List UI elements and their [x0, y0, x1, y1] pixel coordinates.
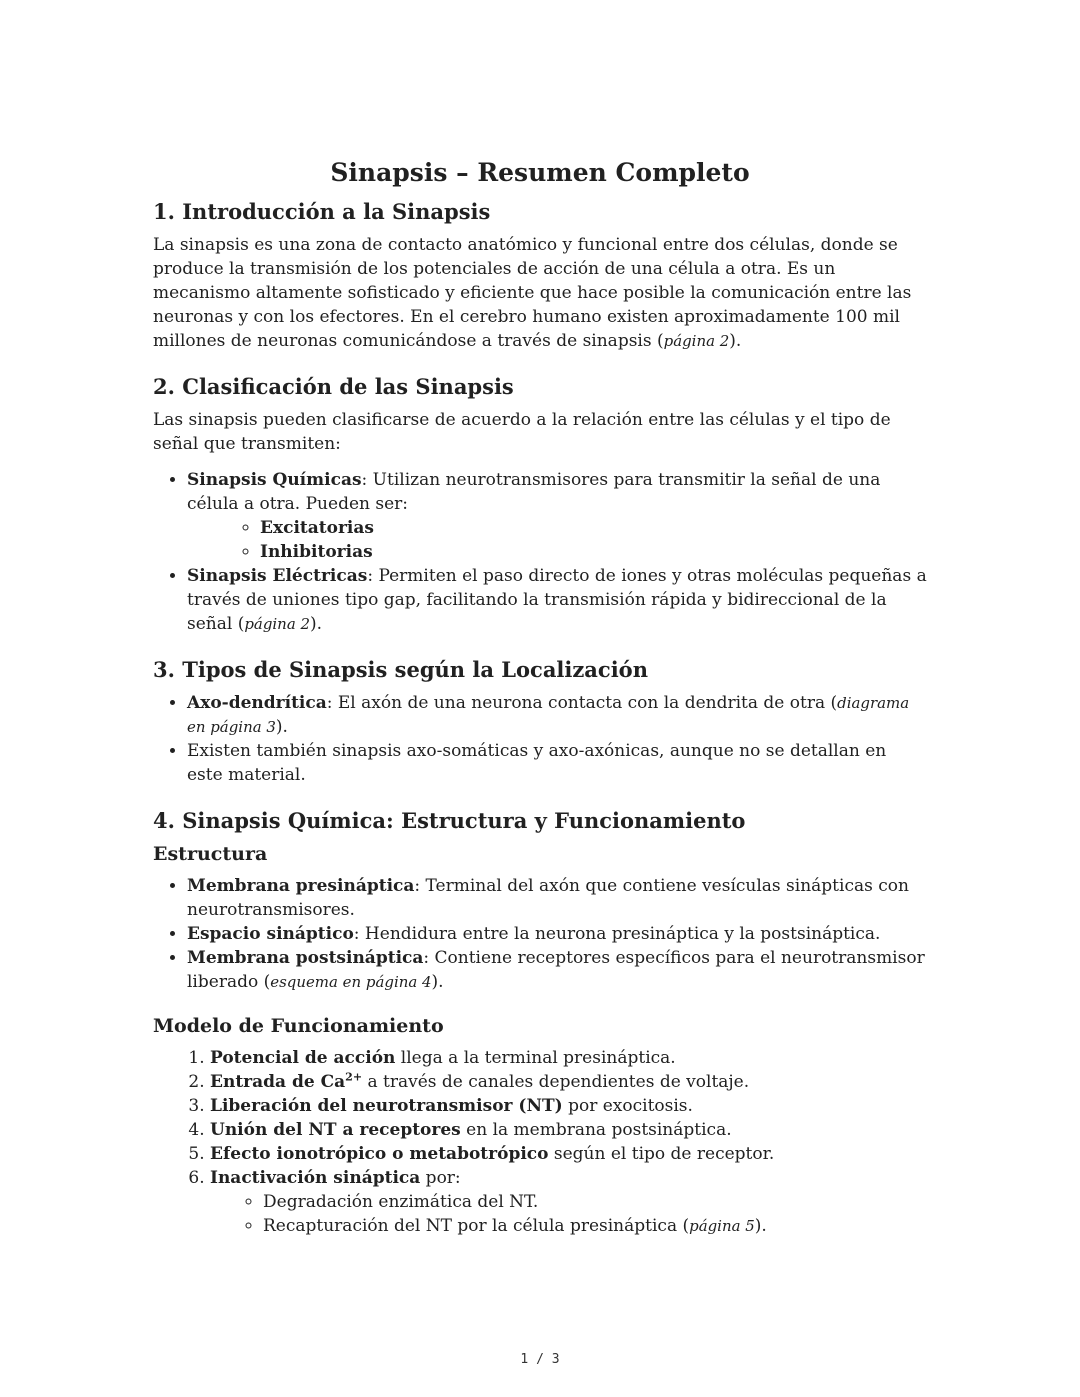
list-item-recapturacion [263, 1214, 927, 1238]
list-item-text: Sinapsis Eléctricas: Permiten el paso directo de iones y otras moléculas pequeñas a través de uniones tipo gap, facilitando la transmisión rápida y bidireccional de la señal (página 2). [187, 566, 927, 634]
list-item-text: Membrana presináptica: Terminal del axón que contiene vesículas sinápticas con neurotransmisores. [187, 876, 909, 920]
section-3-heading: 3. Tipos de Sinapsis según la Localización [153, 657, 648, 682]
step-item-text: Inactivación sináptica por: [210, 1168, 461, 1188]
step-item-4 [210, 1118, 927, 1142]
list-item-sinapsis-quimicas [187, 468, 927, 564]
section-4-heading: 4. Sinapsis Química: Estructura y Funcionamiento [153, 808, 746, 833]
estructura-list [153, 874, 927, 994]
functioning-steps-list [153, 1046, 927, 1238]
list-item-degradacion [263, 1190, 927, 1214]
section-2-paragraph: Las sinapsis pueden clasificarse de acuerdo a la relación entre las células y el tipo de señal que transmiten: [153, 410, 891, 454]
step-item-text: Liberación del neurotransmisor (NT) por exocitosis. [210, 1096, 693, 1116]
list-item-inhibitorias [260, 540, 927, 564]
list-item-text: Sinapsis Químicas: Utilizan neurotransmisores para transmitir la señal de una célula a otra. Pueden ser: [187, 470, 881, 514]
step-item-text: Potencial de acción llega a la terminal presináptica. [210, 1048, 676, 1068]
inactivation-sublist [210, 1190, 927, 1238]
section-1-paragraph: La sinapsis es una zona de contacto anatómico y funcional entre dos células, donde se produce la transmisión de los potenciales de acción de una célula a otra. Es un mecanismo altamente sofisticado y eficiente que hace posible la comunicación entre las neuronas y con los efectores. En el cerebro humano existen aproximadamente 100 mil millones de neuronas comunicándose a través de sinapsis (página 2). [153, 235, 912, 351]
list-item-text: Axo-dendrítica: El axón de una neurona contacta con la dendrita de otra (diagrama en página 3). [187, 693, 910, 737]
list-item-excitatorias [260, 516, 927, 540]
list-item-axo-dendritica [187, 691, 927, 739]
chemical-synapse-types-sublist [187, 516, 927, 564]
section-1-heading: 1. Introducción a la Sinapsis [153, 199, 491, 224]
list-item-membrana-presinaptica [187, 874, 927, 922]
list-item-text: Degradación enzimática del NT. [263, 1192, 539, 1212]
list-item-espacio-sinaptico [187, 922, 927, 946]
modelo-subheading: Modelo de Funcionamiento [153, 1015, 444, 1037]
document-content [153, 158, 927, 1238]
estructura-subheading: Estructura [153, 843, 268, 865]
step-item-text: Entrada de $Ca^{2+}$ a través de canales dependientes de voltaje. [210, 1070, 750, 1092]
step-item-3 [210, 1094, 927, 1118]
section-2-heading: 2. Clasificación de las Sinapsis [153, 374, 514, 399]
step-item-text: Unión del NT a receptores en la membrana postsináptica. [210, 1120, 732, 1140]
step-item-text: Efecto ionotrópico o metabotrópico según el tipo de receptor. [210, 1144, 775, 1164]
list-item-membrana-postsinaptica [187, 946, 927, 994]
step-item-2 [210, 1070, 927, 1094]
document-title: Sinapsis – Resumen Completo [330, 158, 750, 187]
list-item-otras-sinapsis [187, 739, 927, 787]
list-item-text: Espacio sináptico: Hendidura entre la neurona presináptica y la postsináptica. [187, 924, 881, 944]
list-item-text: Inhibitorias [260, 542, 373, 562]
list-item-text: Existen también sinapsis axo-somáticas y axo-axónicas, aunque no se detallan en este material. [187, 741, 887, 785]
step-item-6 [210, 1166, 927, 1238]
classification-list [153, 468, 927, 636]
step-item-1 [210, 1046, 927, 1070]
list-item-sinapsis-electricas [187, 564, 927, 636]
page-number: 1 / 3 [520, 1352, 560, 1367]
list-item-text: Membrana postsináptica: Contiene receptores específicos para el neurotransmisor liberado (esquema en página 4). [187, 948, 925, 992]
list-item-text: Excitatorias [260, 518, 374, 538]
localization-list [153, 691, 927, 787]
list-item-text: Recapturación del NT por la célula presináptica (página 5). [263, 1216, 767, 1236]
step-item-5 [210, 1142, 927, 1166]
